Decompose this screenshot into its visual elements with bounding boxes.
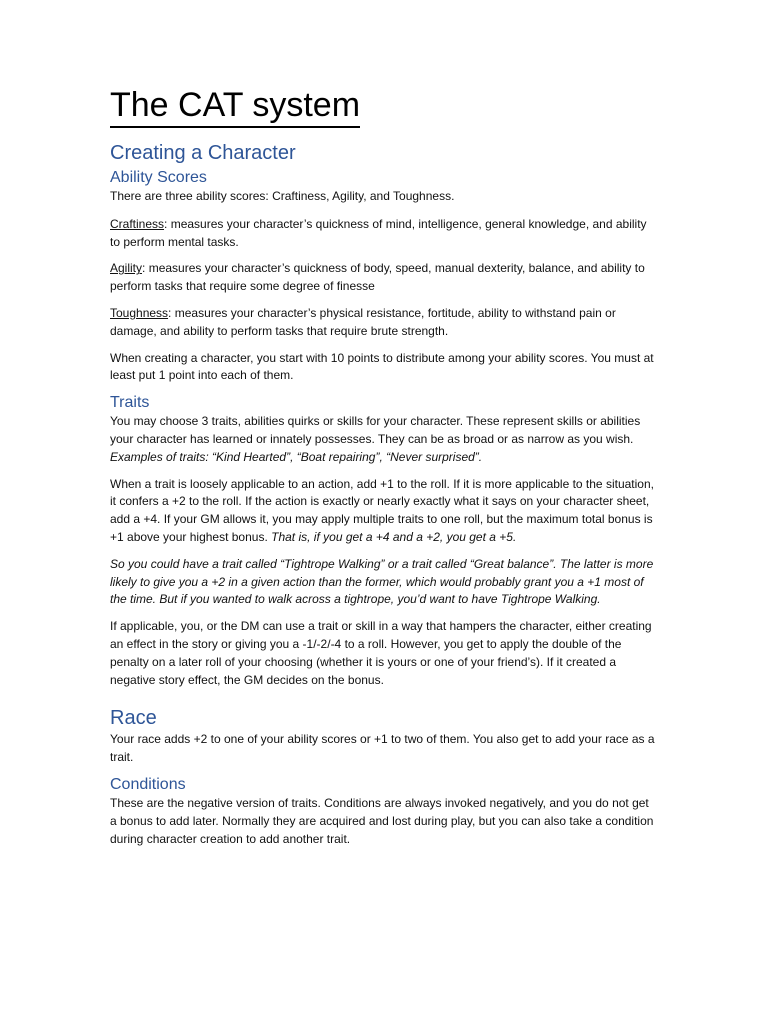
document-body (110, 84, 658, 848)
traits-paragraph-3: So you could have a trait called “Tightrope Walking” or a trait called “Great balance”. The latter is more likely to give you a +2 in a given action than the former, which would probably grant you a +1 most of the time. But if you wanted to walk across a tightrope, you’d want to have Tightrope Walking. (110, 556, 654, 607)
traits-p1-examples: Examples of traits: “Kind Hearted”, “Boat repairing”, “Never surprised”. (110, 449, 483, 464)
traits-paragraph-2 (110, 476, 658, 547)
agility-term: Agility (110, 261, 143, 276)
heading-traits: Traits (110, 394, 150, 412)
document-title: The CAT system (110, 84, 360, 128)
heading-creating-a-character: Creating a Character (110, 142, 296, 164)
heading-conditions: Conditions (110, 775, 186, 793)
traits-p1-text: You may choose 3 traits, abilities quirks or skills for your character. These represent skills or abilities your character has learned or innately possesses. They can be as broad or as narrow as you wish. (110, 414, 641, 446)
traits-p2-text: When a trait is loosely applicable to an action, add +1 to the roll. If it is more applicable to the situation, it confers a +2 to the roll. If the action is exactly or nearly exactly what it says on your character sheet, add a +4. If your GM allows it, you may apply multiple traits to one roll, but the maximum total bonus is +1 above your highest bonus. (110, 476, 654, 544)
toughness-paragraph (110, 305, 658, 341)
craftiness-colon: : (164, 216, 168, 231)
craftiness-paragraph (110, 216, 658, 252)
toughness-colon: : (168, 305, 172, 320)
traits-p2-note: That is, if you get a +4 and a +2, you get a +5. (271, 529, 517, 544)
agility-text: measures your character’s quickness of body, speed, manual dexterity, balance, and ability to perform tasks that require some degree of finesse (110, 261, 645, 294)
craftiness-term: Craftiness (110, 216, 165, 231)
agility-paragraph (110, 260, 658, 296)
traits-paragraph-1 (110, 413, 658, 466)
agility-colon: : (142, 261, 146, 276)
traits-paragraph-4: If applicable, you, or the DM can use a trait or skill in a way that hampers the character, either creating an effect in the story or giving you a -1/-2/-4 to a roll. However, you get to apply the double of the penalty on a later roll of your choosing (whether it is yours or one of your friend’s). If it created a negative story effect, the GM decides on the bonus. (110, 619, 652, 687)
craftiness-text: measures your character’s quickness of mind, intelligence, general knowledge, and ability to perform mental tasks. (110, 216, 647, 249)
ability-intro-paragraph: There are three ability scores: Craftiness, Agility, and Toughness. (110, 189, 455, 203)
race-paragraph: Your race adds +2 to one of your ability scores or +1 to two of them. You also get to add your race as a trait. (110, 732, 655, 765)
heading-ability-scores: Ability Scores (110, 169, 207, 186)
heading-race: Race (110, 707, 157, 730)
conditions-paragraph: These are the negative version of traits. Conditions are always invoked negatively, and you do not get a bonus to add later. Normally they are acquired and lost during play, but you can also take a condition during character creation to add another trait. (110, 795, 654, 846)
toughness-text: measures your character’s physical resistance, fortitude, ability to withstand pain or damage, and ability to perform tasks that require brute strength. (110, 305, 616, 338)
toughness-term: Toughness (110, 305, 169, 320)
points-paragraph: When creating a character, you start with 10 points to distribute among your ability scores. You must at least put 1 point into each of them. (110, 350, 654, 383)
